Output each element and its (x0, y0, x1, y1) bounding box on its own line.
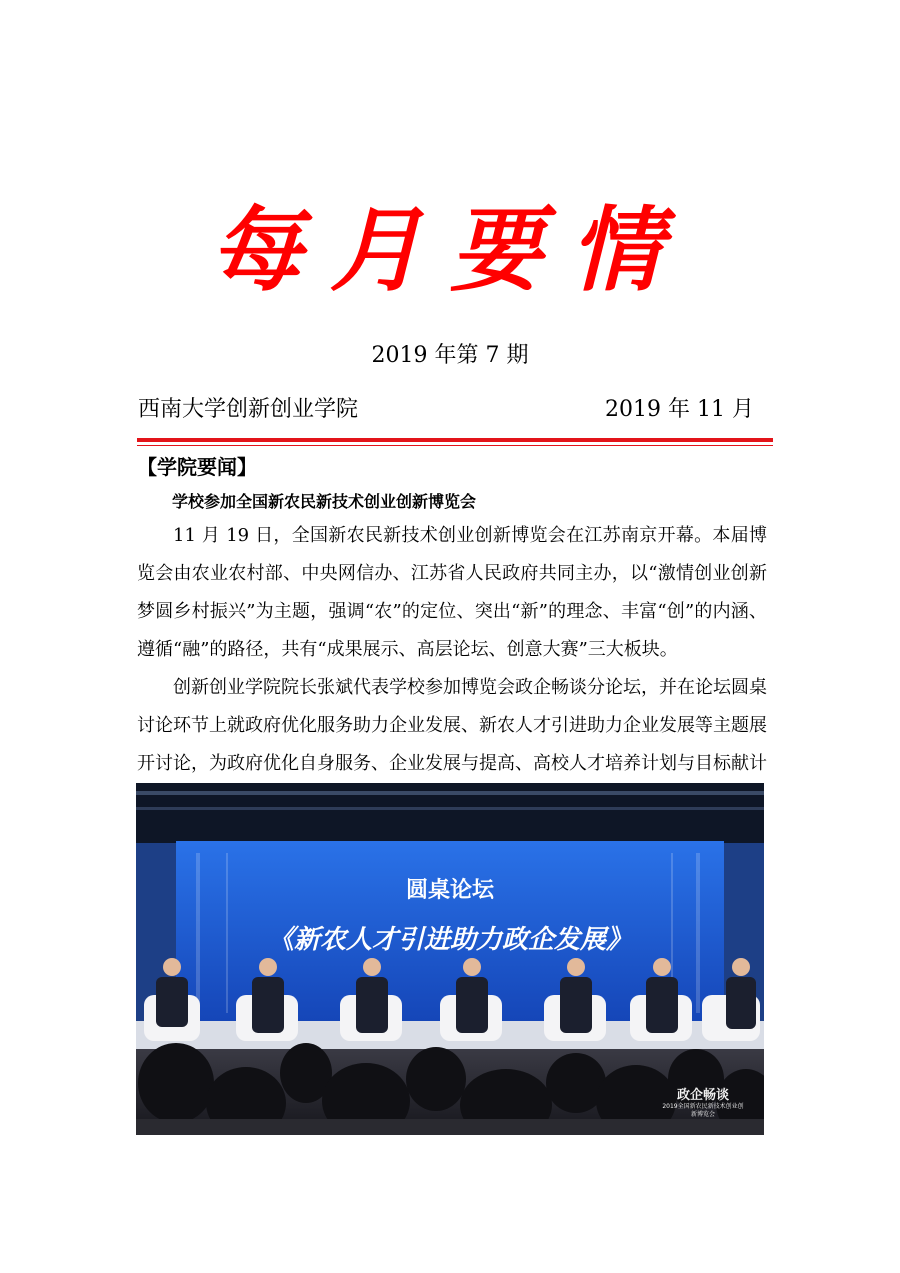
masthead-title: 每月要情 (209, 196, 690, 304)
article-body (137, 517, 767, 821)
screen-subtitle: 《新农人才引进助力政企发展》 (267, 925, 632, 955)
forum-photo (136, 783, 764, 1135)
photo-watermark-badge (662, 1084, 744, 1119)
section-heading: 【学院要闻】 (137, 455, 257, 479)
screen-title: 圆桌论坛 (405, 878, 494, 903)
article-paragraph: 11 月 19 日，全国新农民新技术创业创新博览会在江苏南京开幕。本届博览会由农业农村部、中央网信办、江苏省人民政府共同主办，以“激情创业创新 梦圆乡村振兴”为主题，强调“农”的定位、突出“新”的理念、丰富“创”的内涵、遵循“融”的路径，共有“成果展示、高层论坛、创意大赛”三大板块。 (137, 525, 767, 660)
issue-number: 2019 年第 7 期 (371, 343, 529, 368)
article-title: 学校参加全国新农民新技术创业创新博览会 (172, 492, 477, 511)
organization-name: 西南大学创新创业学院 (138, 397, 359, 422)
header-rule-thin (137, 445, 773, 446)
header-rule-thick (137, 438, 773, 442)
forum-photo-scene (136, 783, 764, 1135)
article-paragraph: 创新创业学院院长张斌代表学校参加博览会政企畅谈分论坛，并在论坛圆桌讨论环节上就政府优化服务助力企业发展、新农人才引进助力企业发展等主题展开讨论，为政府优化自身服务、企业发展与提高、高校人才培养计划与目标献计 (137, 677, 767, 774)
badge-subtitle: 2019全国新农民新技术创业创新博览会 (662, 1103, 744, 1118)
publication-date: 2019 年 11 月 (605, 397, 754, 422)
badge-title: 政企畅谈 (676, 1088, 729, 1103)
